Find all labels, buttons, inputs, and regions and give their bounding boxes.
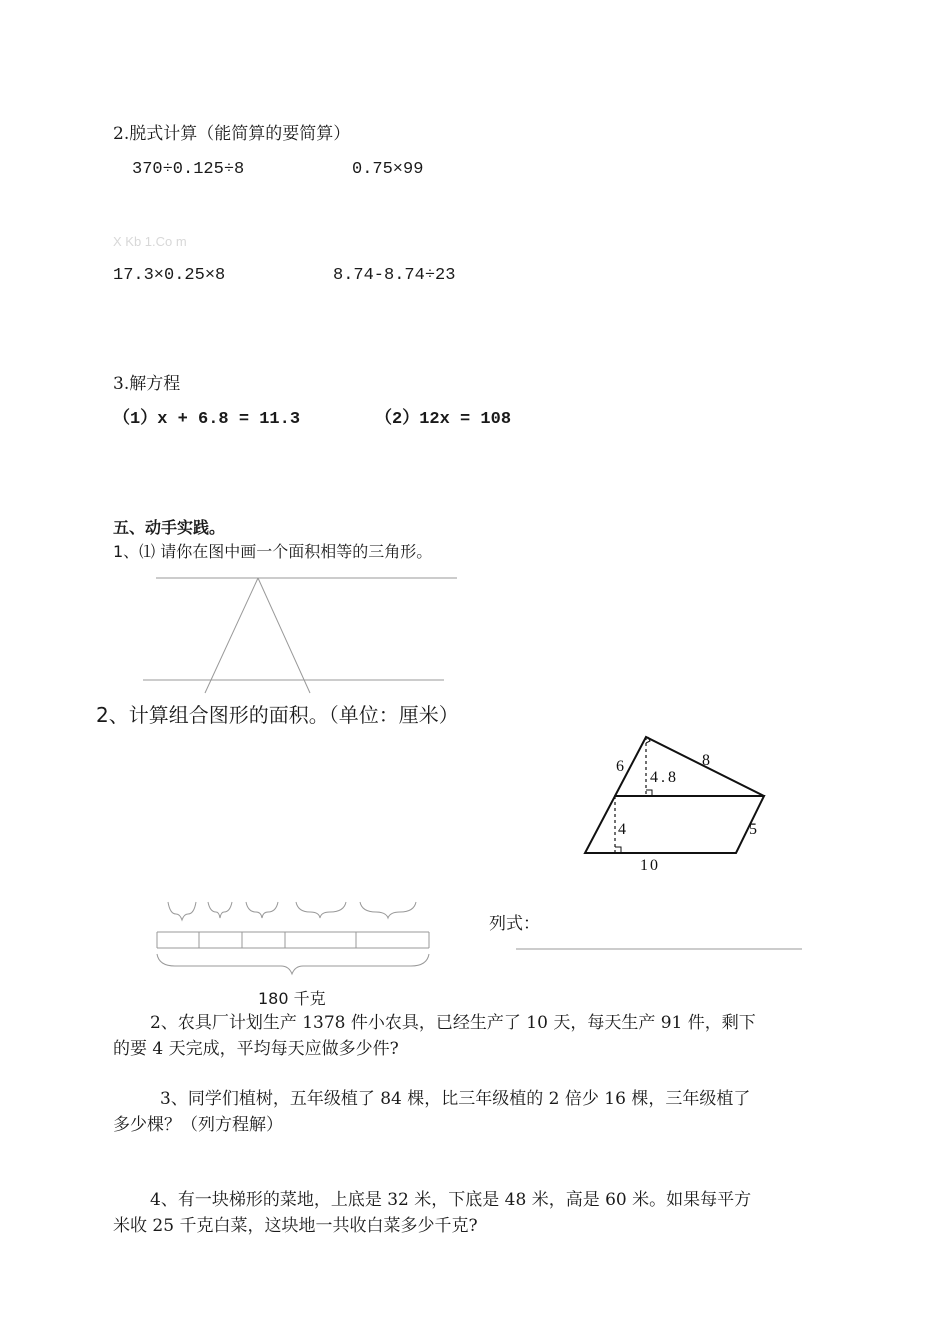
expr-4: 8.74-8.74÷23 — [333, 266, 456, 285]
label-height-4: 4 — [618, 821, 626, 838]
equation-2: （2）12x = 108 — [375, 410, 512, 429]
problem-4-line-2: 米收 25 千克白菜，这块地一共收白菜多少千克? — [113, 1216, 478, 1236]
expr-2: 0.75×99 — [352, 160, 424, 179]
formula-label: 列式： — [489, 914, 540, 934]
q3-title: 3.解方程 — [113, 374, 181, 394]
q2-title: 2.脱式计算（能简算的要简算） — [113, 124, 351, 144]
expr-1: 370÷0.125÷8 — [132, 160, 245, 179]
section5-q1: 1、⑴ 请你在图中画一个面积相等的三角形。 — [113, 542, 433, 561]
problem-3-line-2: 多少棵？（列方程解） — [113, 1115, 283, 1135]
triangle-figure — [143, 578, 457, 693]
section5-q2: 2、计算组合图形的面积。（单位：厘米） — [96, 703, 459, 727]
label-side-5: 5 — [749, 821, 757, 838]
problem-2-line-1: 2、农具厂计划生产 1378 件小农具，已经生产了 10 天，每天生产 91 件，剩下 — [150, 1013, 756, 1033]
label-side-8: 8 — [702, 752, 710, 769]
problem-3-line-1: 3、同学们植树，五年级植了 84 棵，比三年级植的 2 倍少 16 棵，三年级植了 — [160, 1089, 751, 1109]
label-side-6: 6 — [616, 758, 624, 775]
problem-4-line-1: 4、有一块梯形的菜地，上底是 32 米，下底是 48 米，高是 60 米。如果每平方 — [150, 1190, 752, 1210]
label-height-4-8: 4.8 — [650, 769, 679, 786]
section5-title: 五、动手实践。 — [113, 518, 226, 537]
expr-3: 17.3×0.25×8 — [113, 266, 226, 285]
label-base-10: 10 — [640, 857, 660, 874]
watermark: X Kb 1.Co m — [113, 234, 187, 249]
equation-1: （1）x + 6.8 = 11.3 — [113, 410, 301, 429]
total-label: 180 千克 — [258, 989, 326, 1008]
segment-diagram — [157, 902, 802, 974]
problem-2-line-2: 的要 4 天完成，平均每天应做多少件? — [113, 1039, 399, 1059]
composite-figure — [585, 737, 764, 853]
